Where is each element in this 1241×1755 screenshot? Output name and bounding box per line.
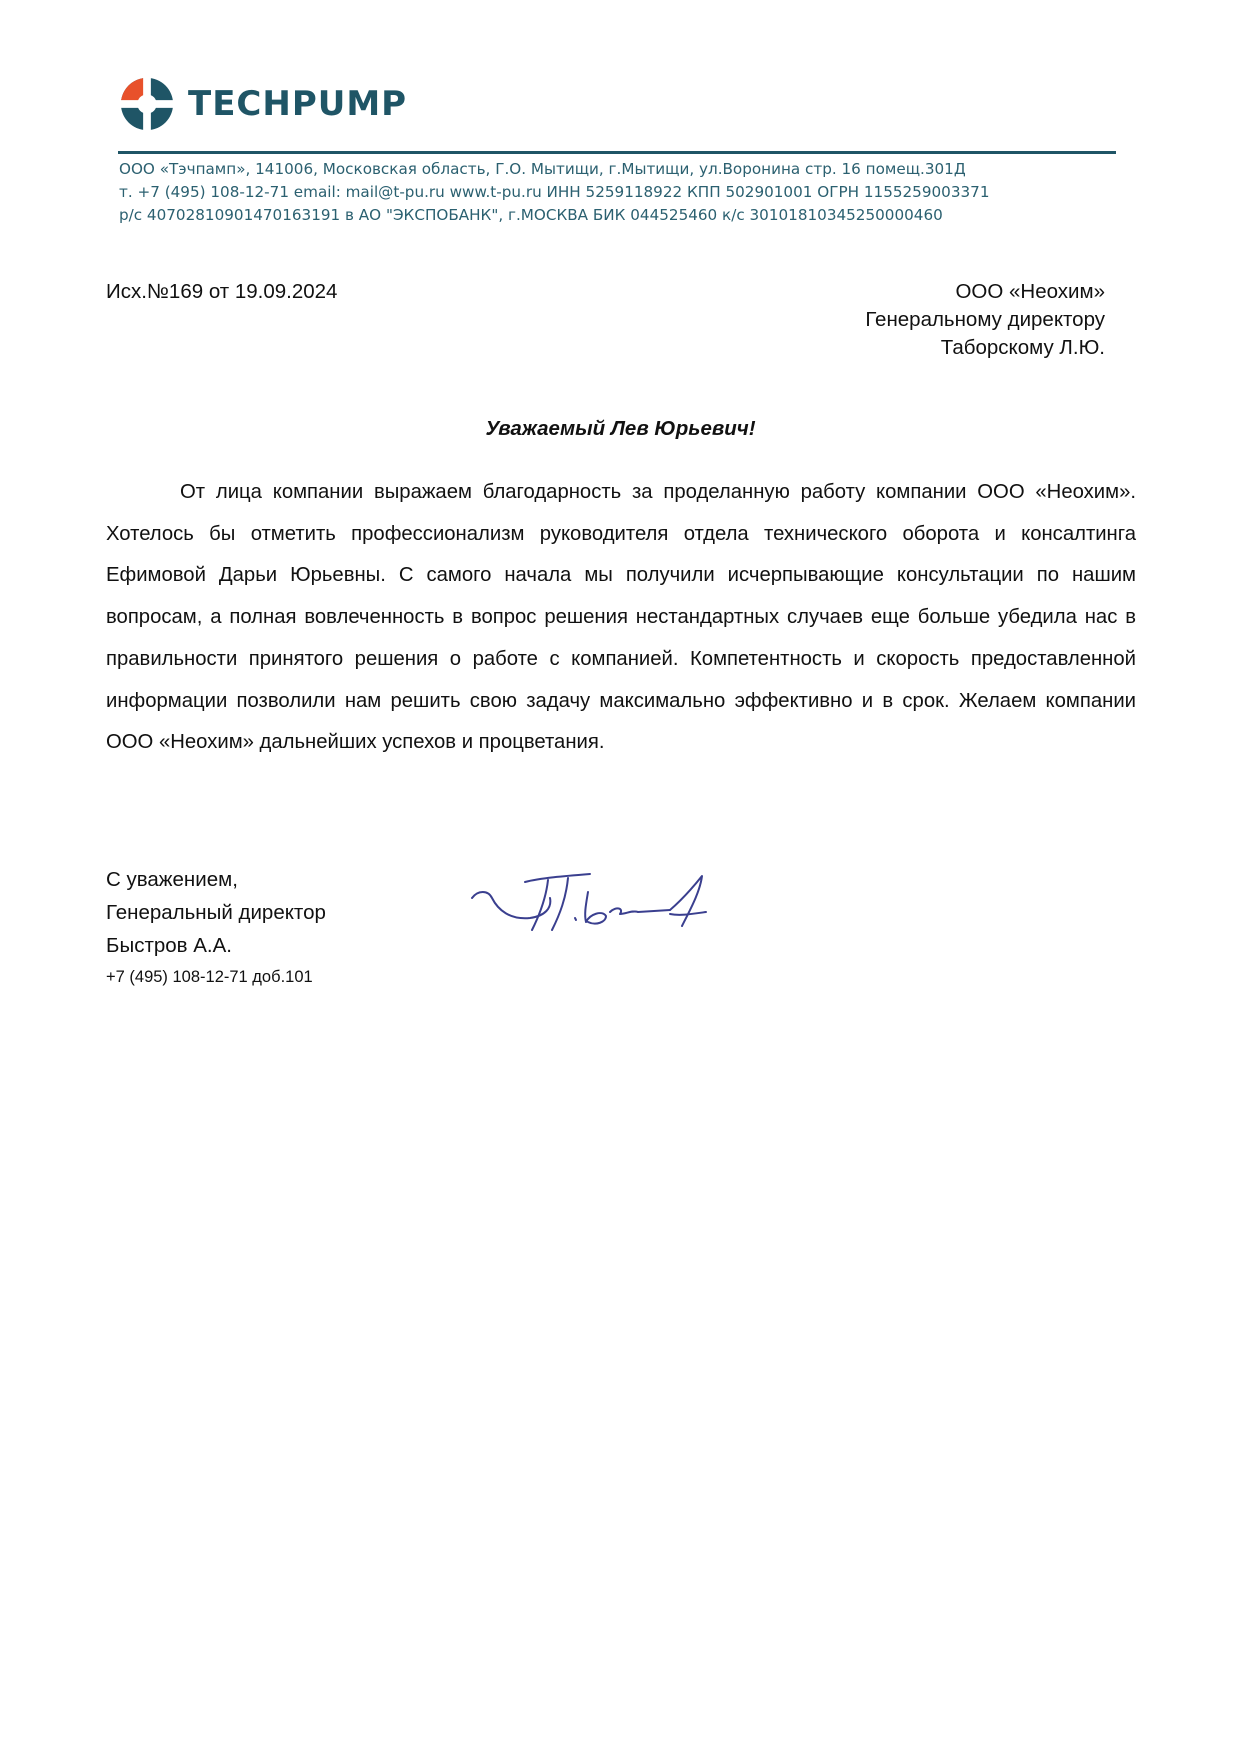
company-requisites	[119, 158, 1119, 227]
outgoing-number: Исх.№169 от 19.09.2024	[106, 280, 338, 303]
requisites-contacts: т. +7 (495) 108-12-71 email: mail@t-pu.ru www.t-pu.ru ИНН 5259118922 КПП 502901001 ОГРН 1155259003371	[119, 183, 990, 201]
header-divider	[118, 151, 1116, 154]
requisites-bank: р/с 40702810901470163191 в АО "ЭКСПОБАНК", г.МОСКВА БИК 044525460 к/с 30101810345250000460	[119, 206, 943, 224]
signoff-closing: С уважением,	[106, 868, 238, 891]
handwritten-signature	[470, 868, 750, 948]
recipient-name: Таборскому Л.Ю.	[940, 336, 1105, 359]
signoff-phone: +7 (495) 108-12-71 доб.101	[106, 968, 313, 986]
recipient-position: Генеральному директору	[865, 308, 1105, 331]
company-logo	[118, 74, 407, 134]
salutation: Уважаемый Лев Юрьевич!	[485, 417, 756, 440]
recipient-block	[865, 278, 1105, 362]
letter-body: От лица компании выражаем благодарность за проделанную работу компании ООО «Неохим». Хотелось бы отметить профессионализм руководителя отдела технического оборота и консалтинга Ефимовой Дарьи Юрьевны. С самого начала мы получили исчерпывающие консультации по нашим вопросам, а полная вовлеченность в вопрос решения нестандартных случаев еще больше убедила нас в правильности принятого решения о работе с компанией. Компетентность и скорость предоставленной информации позволили нам решить свою задачу максимально эффективно и в срок. Желаем компании ООО «Неохим» дальнейших успехов и процветания.	[106, 481, 1136, 754]
recipient-company: ООО «Неохим»	[955, 280, 1105, 303]
signoff-block	[106, 863, 326, 992]
logo-wordmark: TECHPUMP	[188, 84, 408, 124]
techpump-logo-icon	[118, 75, 176, 133]
requisites-address: ООО «Тэчпамп», 141006, Московская область, Г.О. Мытищи, г.Мытищи, ул.Воронина стр. 16 помещ.301Д	[119, 160, 966, 178]
signoff-position: Генеральный директор	[106, 901, 326, 924]
signoff-name: Быстров А.А.	[106, 934, 232, 957]
